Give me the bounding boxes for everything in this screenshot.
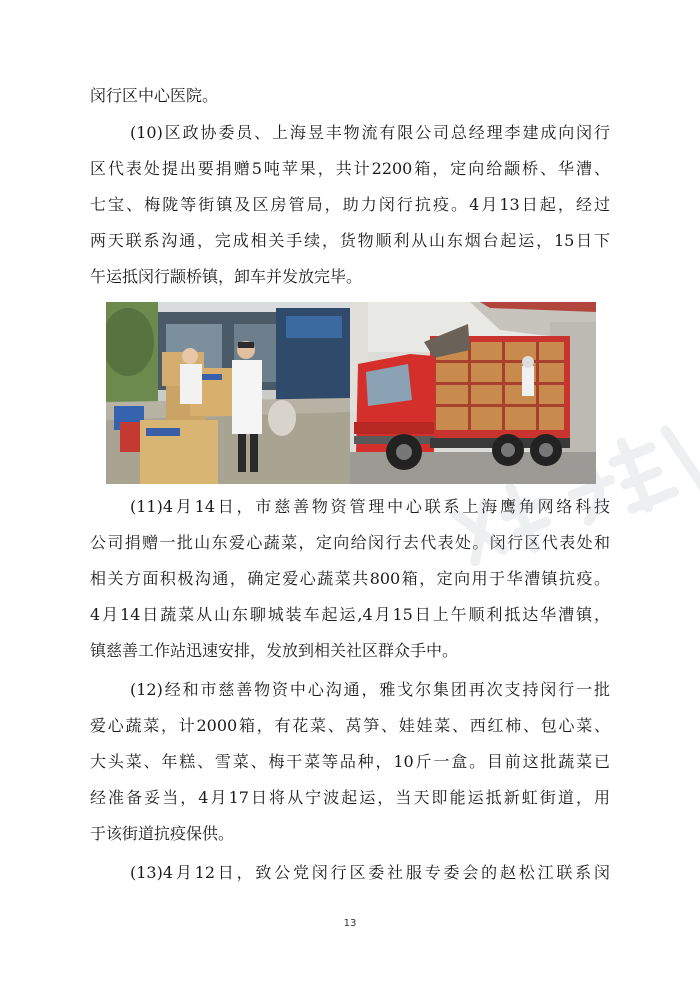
text-line: 经准备妥当，4月17日将从宁波起运，当天即能运抵新虹街道，用: [90, 788, 610, 807]
text-line: 公司捐赠一批山东爱心蔬菜，定向给闵行去代表处。闵行区代表处和: [90, 533, 610, 552]
text-line: (10)区政协委员、上海昱丰物流有限公司总经理李建成向闵行: [130, 123, 610, 142]
text-line: 镇慈善工作站迅速安排，发放到相关社区群众手中。: [90, 641, 459, 660]
text-line: 爱心蔬菜，计2000箱，有花菜、莴笋、娃娃菜、西红柿、包心菜、: [90, 716, 610, 735]
text-line: 4月14日蔬菜从山东聊城装车起运,4月15日上午顺利抵达华漕镇，: [90, 605, 610, 624]
text-line: 午运抵闵行颛桥镇，卸车并发放完毕。: [90, 267, 363, 286]
text-line: 七宝、梅陇等街镇及区房管局，助力闵行抗疫。4月13日起，经过: [90, 195, 610, 214]
text-line: 于该街道抗疫保供。: [90, 824, 235, 843]
page-number: 13: [343, 918, 357, 929]
text-line: 区代表处提出要捐赠5吨苹果，共计2200箱，定向给颛桥、华漕、: [90, 159, 610, 178]
text-line: (12)经和市慈善物资中心沟通，雅戈尔集团再次支持闵行一批: [130, 680, 610, 699]
text-line: (13)4月12日，致公党闵行区委社服专委会的赵松江联系闵: [130, 863, 610, 882]
text-line: 相关方面积极沟通，确定爱心蔬菜共800箱，定向用于华漕镇抗疫。: [90, 569, 610, 588]
photo-volunteers-boxes: [106, 302, 350, 484]
text-line: (11)4月14日，市慈善物资管理中心联系上海鹰角网络科技: [130, 497, 610, 516]
text-line: 大头菜、年糕、雪菜、梅干菜等品种，10斤一盒。目前这批蔬菜已: [90, 752, 610, 771]
text-line: 两天联系沟通，完成相关手续，货物顺利从山东烟台起运，15日下: [90, 231, 610, 250]
text-line: 闵行区中心医院。: [90, 86, 219, 105]
